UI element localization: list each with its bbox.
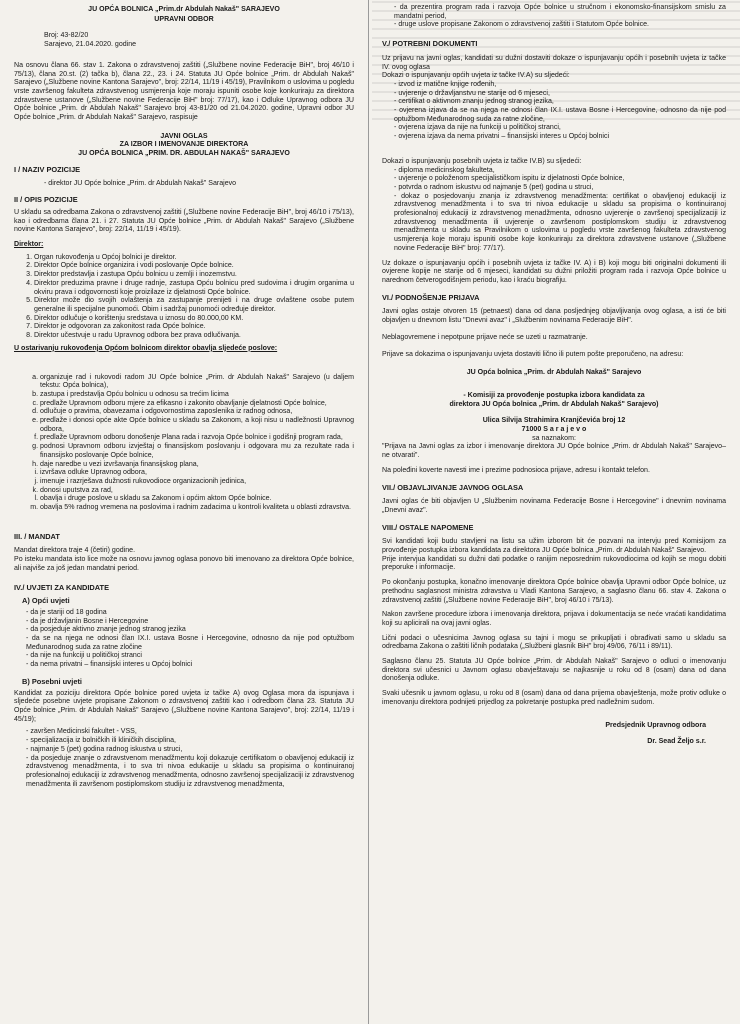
list-item: h. daje naredbe u vezi izvršavanja finansijskog plana, — [40, 461, 354, 470]
position-description: U skladu sa odredbama Zakona o zdravstvenoj zaštiti („Službene novine Federacije BiH", broj 46/10 i 75/13), kao i odredbama člana 21. i 27. Statuta JU Opće bolnice „Prim. dr Abdulah Nakaš" Sarajevo („Službene novine Kantona Sarajevo", broj: 22/14, 11/19 i 45/19). — [14, 208, 354, 234]
envelope-back: Na poleđini koverte navesti ime i prezime podnosioca prijave, adresu i kontakt telefon. — [382, 466, 650, 474]
documents-closing: Uz dokaze o ispunjavanju općih i posebnih uvjeta iz tačke IV. A) i B) koji mogu biti originalni dokumenti ili ovjerene kopije ne starije od 6 mjeseci, kandidati su dužni priložiti program rada i razvoja Opće bolnice u narednom četverogodišnjem periodu, kao i kraću biografiju. — [382, 259, 726, 284]
list-item: l. obavlja i druge poslove u skladu sa Zakonom i općim aktom Opće bolnice. — [40, 495, 354, 504]
list-item: i. izvršava odluke Upravnog odbora, — [40, 469, 354, 478]
column-divider — [368, 0, 369, 1024]
list-item: - da prezentira program rada i razvoja Opće bolnice u stručnom i ekonomsko-finansijskom smislu za mandatni period, — [394, 4, 726, 21]
list-item: - ovjerena izjava da nije na funkciji u političkoj stranci, — [394, 124, 726, 133]
section-4-heading: IV./ UVJETI ZA KANDIDATE — [14, 582, 109, 592]
general-docs-list — [382, 81, 726, 142]
special-docs-intro: Dokazi o ispunjavanju posebnih uvjeta iz tačke IV.B) su sljedeći: — [382, 157, 582, 165]
notice-title: JAVNI OGLAS — [160, 132, 208, 140]
submission-method: Prijave sa dokazima o ispunjavanju uvjeta dostaviti lično ili putem pošte preporučeno, na adresu: — [382, 350, 684, 358]
list-item: g. podnosi Upravnom odboru izvještaj o finansijskom poslovanju i odgovara mu za rezultate rada i finansijsko poslovanje Opće bolnice, — [40, 443, 354, 460]
section-6-heading: VI./ PODNOŠENJE PRIJAVA — [382, 292, 480, 302]
list-item: - certifikat o aktivnom znanju jednog stranog jezika, — [394, 98, 726, 107]
list-item: d. odlučuje o pravima, obavezama i odgovornostima zaposlenika iz radnog odnosa, — [40, 408, 354, 417]
list-item: 7. Direktor je odgovoran za zakonitost rada Opće bolnice. — [34, 323, 354, 332]
signature-name: Dr. Sead Željo s.r. — [647, 738, 706, 746]
list-item: - da nema privatni – finansijski interes u Općoj bolnici — [26, 661, 354, 670]
list-item: - da posjeduje znanje o zdravstvenom menadžmentu koji dokazuje certifikatom o obavljenoj edukaciji iz zdravstvenog menadžmenta, i to sva tri nivoa edukacije u skladu sa propisima o kontinuiranoj profesionalnoj edukaciji iz zdravstvenog menadžmenta, odnosno završenoj specijalizaciji iz zdravstvenog menadžmenta ili završenom postiplomskom studiju iz zdravstvenog menadžmenta, — [26, 755, 354, 790]
address-note-label: sa naznakom: — [532, 434, 576, 442]
list-item: - specijalizacija iz bolničkih ili kliničkih disciplina, — [26, 737, 354, 746]
general-docs-intro: Dokazi o ispunjavanju općih uvjeta iz tačke IV.A) su sljedeći: — [382, 72, 570, 80]
note-appeal: Svaki učesnik u javnom oglasu, u roku od 8 (osam) dana od dana prijema obavještenja, može protiv odluke o imenovanju direktora podnijeti prijedlog za pokretanje postupka pred nadležnim sudom. — [382, 690, 726, 706]
publication-info: Javni oglas će biti objavljen U „Službenim novinama Federacije Bosne i Hercegovine" i dnevnim novinama „Dnevni avaz". — [382, 498, 726, 514]
list-item: - ovjerena izjava da se na njega ne odnosi član IX.I. ustava Bosne i Hercegovine, odnosno da nije pod optužbom Međunarodnog suda za ratne zločine, — [394, 107, 726, 124]
list-item: 2. Direktor Opće bolnice organizira i vodi poslovanje Opće bolnice. — [34, 262, 354, 271]
list-item: - da nije na funkciji u političkoj stranci — [26, 652, 354, 661]
address-street: Ulica Silvija Strahimira Kranjčevića broj 12 — [482, 417, 626, 425]
list-item: b. zastupa i predstavlja Opću bolnicu u odnosu sa trećim licima — [40, 391, 354, 400]
note-appointment: Po okončanju postupka, konačno imenovanje direktora Opće bolnice obavlja Upravni odbor Opće bolnice, uz prethodnu saglasnost ministra zdravstva u Vladi Kantona Sarajevo, a saglasno članu 66. stav 4. Zakona o zdravstvenoj zaštiti („Službene novine Federacije BiH", broj 46/10 i 75/13). — [382, 579, 726, 604]
place-date: Sarajevo, 21.04.2020. godine — [44, 41, 137, 49]
envelope-note: "Prijava na Javni oglas za izbor i imenovanje direktora JU Opće bolnice „Prim. dr Abdulah Nakaš" Sarajevo– ne otvarati". — [382, 443, 726, 460]
list-item: - da se na njega ne odnosi član IX.I. ustava Bosne i Hercegovine, odnosno da nije pod optužbom Međunarodnog suda za ratne zločine — [26, 635, 354, 652]
list-item: - uvjerenje o položenom specijalističkom ispitu iz djelatnosti Opće bolnice, — [394, 175, 726, 184]
list-item: - druge uslove propisane Zakonom o zdravstvenoj zaštiti i Statutom Opće bolnice. — [394, 21, 726, 30]
position-name: - direktor JU Opće bolnice „Prim. dr Abdulah Nakaš" Sarajevo — [44, 179, 237, 187]
list-item: e. predlaže i donosi opće akte Opće bolnice u skladu sa Zakonom, a koji nisu u nadležnosti Upravnog odbora, — [40, 417, 354, 434]
director-label: Direktor: — [14, 241, 44, 249]
list-item: k. donosi uputstva za rad, — [40, 487, 354, 496]
list-item: f. predlaže Upravnom odboru donošenje Plana rada i razvoja Opće bolnice i godišnji program rada, — [40, 434, 354, 443]
address-institution: JU Opća bolnica „Prim. dr Abdulah Nakaš" Sarajevo — [466, 369, 642, 377]
left-column — [14, 4, 354, 793]
special-conditions-list-continued — [382, 4, 726, 30]
list-item: - potvrda o radnom iskustvu od najmanje 5 (pet) godina u struci, — [394, 184, 726, 193]
general-conditions-heading: A) Opći uvjeti — [22, 596, 70, 606]
mandate-duration: Mandat direktora traje 4 (četiri) godine. — [14, 547, 136, 555]
list-item: 5. Direktor može dio svojih ovlaštenja za zastupanje prenijeti i na druge ovlaštene osobe putem generalne ili specijalne punomoći. Obim i sadržaj punomoći određuje direktor. — [34, 297, 354, 314]
institution-name: JU OPĆA BOLNICA „Prim.dr Abdulah Nakaš" SARAJEVO — [88, 6, 280, 13]
note-references: Prije intervjua kandidati su dužni dati podatke o ranijim neposrednim rukovodiocima od kojih se mogu dobiti preporuke i informacije. — [382, 555, 726, 572]
general-conditions-list — [14, 609, 354, 670]
special-docs-list — [382, 167, 726, 254]
address-commission: - Komisiji za provođenje postupka izbora kandidata za — [463, 391, 645, 399]
special-conditions-heading: B) Posebni uvjeti — [22, 676, 82, 686]
section-3-heading: III. / MANDAT — [14, 531, 60, 541]
signature-title: Predsjednik Upravnog odbora — [605, 721, 706, 729]
address-city: 71000 S a r a j e v o — [521, 426, 587, 434]
late-submissions: Neblagovremene i nepotpune prijave neće se uzeti u razmatranje. — [382, 333, 588, 341]
list-item: - dokaz o posjedovanju znanja iz zdravstvenog menadžmenta: certifikat o obavljenoj edukaciji iz zdravstvenog menadžmenta i to sva tri nivoa edukacije u skladu sa propisima o kontinuiranoj profesionalnoj edukaciji iz zdravstvenog menadžmenta, odnosno uvjerenje o završenoj specijalizaciji iz zdravstvenog menadžmenta ili uvjerenje o završenom postiplomskom studiju iz zdravstvenog menadžmenta u skladu sa Pravilnikom o uslovima u pogledu vrste završenog fakulteta zdravstvenog usmjerenja koje moraju ispuniti osobe koje konkuriraju za direktora zdravstvene ustanove („Službene novine Federacije BiH" broj: 77/17). — [394, 193, 726, 254]
documents-intro: Uz prijavu na javni oglas, kandidati su dužni dostaviti dokaze o ispunjavanju općih i posebnih uvjeta iz tačke IV. ovog oglasa — [382, 54, 726, 71]
special-conditions-list — [14, 728, 354, 789]
list-item: j. imenuje i razrješava dužnosti rukovodioce organizacionih jedinica, — [40, 478, 354, 487]
list-item: - da je državljanin Bosne i Hercegovine — [26, 618, 354, 627]
list-item: - ovjerena izjava da nema privatni – finansijski interes u Općoj bolnici — [394, 133, 726, 142]
note-privacy: Lični podaci o učesnicima Javnog oglasa su tajni i mogu se prikupljati i obrađivati samo u skladu sa odredbama Zakona o zaštiti ličnih podataka („Službeni glasnik BiH" broj 49/06, 76/11 i 89/11). — [382, 634, 726, 651]
director-tasks-list — [14, 374, 354, 513]
intro-paragraph: Na osnovu člana 66. stav 1. Zakona o zdravstvenoj zaštiti („Službene novine Federacije BiH", broj 46/10 i 75/13), člana 20.st. (2) tačka b), člana 22., 23. i 24. Statuta JU Opće bolnice „Prim. dr Abdulah Nakaš" Sarajevo („Službene novine Kantona Sarajevo", broj: 22/14, 11/19 i 45/19), Pravilnikom o uslovima u pogledu vrste završenog fakulteta zdravstvenog usmjerenja koje moraju ispuniti osobe koje konkuriraju za direktora zdravstvene ustanove („Službene novine Federacije BiH" broj: 77/17), kao i Odluke Upravnog odbora JU Opće bolnice „Prim. dr Abdulah Nakaš" Sarajevo broj 43-81/20 od 21.04.2020. godine, Upravni odbor JU Opće bolnice „Prim. dr Abdulah Nakaš" Sarajevo, raspisuje — [14, 61, 354, 122]
submission-period: Javni oglas ostaje otvoren 15 (petnaest) dana od dana posljednjeg objavljivanja ovog oglasa, a isti će biti objavljen u dnevnom listu "Dnevni avaz" i „Službenim novinama Federacije BiH". — [382, 308, 726, 325]
list-item: - završen Medicinski fakultet - VSS, — [26, 728, 354, 737]
special-conditions-intro: Kandidat za poziciju direktora Opće bolnice pored uvjeta iz tačke A) ovog Oglasa mora da ispunjava i sljedeće posebne uvjete propisane Zakonom o zdravstvenoj zaštiti kao i odredbom člana 23. Statuta JU Opće bolnice „Prim. dr Abdulah Nakaš" Sarajevo („Službene novine Kantona Sarajevo", broj: 22/14, 11/19 i 45/19); — [14, 689, 354, 723]
list-item: - najmanje 5 (pet) godina radnog iskustva u struci, — [26, 746, 354, 755]
section-1-heading: I / NAZIV POZICIJE — [14, 164, 81, 174]
ref-number: Broj: 43-82/20 — [44, 32, 89, 40]
note-interview: Svi kandidati koji budu stavljeni na listu sa užim izborom bit će pozvani na intervju pred Komisijom za provođenje postupka izbora kandidata za direktora JU Opće bolnica „Prim. dr Abdulah Nakaš" Sarajevo. — [382, 538, 726, 555]
notice-subtitle: ZA IZBOR I IMENOVANJE DIREKTORA — [119, 141, 249, 149]
mandate-renewal: Po isteku mandata isto lice može na osnovu javnog oglasa ponovo biti imenovano za direktora Opće bolnice, ali najviše za još jedan mandatni period. — [14, 556, 354, 572]
section-7-heading: VII./ OBJAVLJIVANJE JAVNOG OGLASA — [382, 482, 524, 492]
right-column — [382, 4, 726, 751]
section-2-heading: II / OPIS POZICIJE — [14, 195, 78, 205]
list-item: - da je stariji od 18 godina — [26, 609, 354, 618]
list-item: - diploma medicinskog fakulteta, — [394, 167, 726, 176]
list-item: 3. Direktor predstavlja i zastupa Opću bolnicu u zemlji i inozemstvu. — [34, 271, 354, 280]
list-item: - uvjerenje o državljanstvu ne starije od 6 mjeseci, — [394, 90, 726, 99]
notice-institution: JU OPĆA BOLNICA „PRIM. DR. ABDULAH NAKAŠ" SARAJEVO — [78, 150, 290, 158]
board-name: UPRAVNI ODBOR — [154, 15, 214, 23]
address-commission-2: direktora JU Opća bolnica „Prim. dr Abdulah Nakaš" Sarajevo) — [449, 400, 659, 408]
list-item: a. organizuje rad i rukovodi radom JU Opće bolnice „Prim. dr Abdulah Nakaš" Sarajevo (u daljem tekstu: Opća bolnica), — [40, 374, 354, 391]
section-8-heading: VIII./ OSTALE NAPOMENE — [382, 522, 474, 532]
note-documents: Nakon završene procedure izbora i imenovanja direktora, prijava i dokumentacija se neće vraćati kandidatima koji su aplicirali na ovaj javni oglas. — [382, 611, 726, 627]
section-5-heading: V./ POTREBNI DOKUMENTI — [382, 39, 478, 49]
list-item: m. obavlja 5% radnog vremena na poslovima i radnim zadacima u kontroli kvaliteta u oblasti zdravstva. — [40, 504, 354, 513]
note-notification: Saglasno članu 25. Statuta JU Opće bolnice „Prim. dr Abdulah Nakaš" Sarajevo o odluci o imenovanju direktora svi učesnici u Javnom oglasu obavještavaju se najkasnije u roku od 8 (osam) dana od dana donošenja odluke. — [382, 658, 726, 683]
list-item: - da posjeduje aktivno znanje jednog stranog jezika — [26, 626, 354, 635]
list-item: - izvod iz matične knjige rođenih, — [394, 81, 726, 90]
tasks-intro: U ostarivanju rukovođenja Općom bolnicom direktor obavlja sljedeće poslove: — [14, 344, 278, 352]
list-item: c. predlaže Upravnom odboru mjere za efikasno i zakonito obavljanje djelatnosti Opće bolnice, — [40, 400, 354, 409]
list-item: 8. Direktor učestvuje u radu Upravnog odbora bez prava odlučivanja. — [34, 332, 354, 341]
list-item: 6. Direktor odlučuje o korištenju sredstava u iznosu do 80.000,00 KM. — [34, 315, 354, 324]
list-item: 1. Organ rukovođenja u Općoj bolnici je direktor. — [34, 254, 354, 263]
list-item: 4. Direktor preduzima pravne i druge radnje, zastupa Opću bolnicu pred sudovima i drugim organima u okviru prava i odgovornosti koje proizilaze iz djelatnosti Opće bolnice. — [34, 280, 354, 297]
director-duties-list — [14, 254, 354, 341]
